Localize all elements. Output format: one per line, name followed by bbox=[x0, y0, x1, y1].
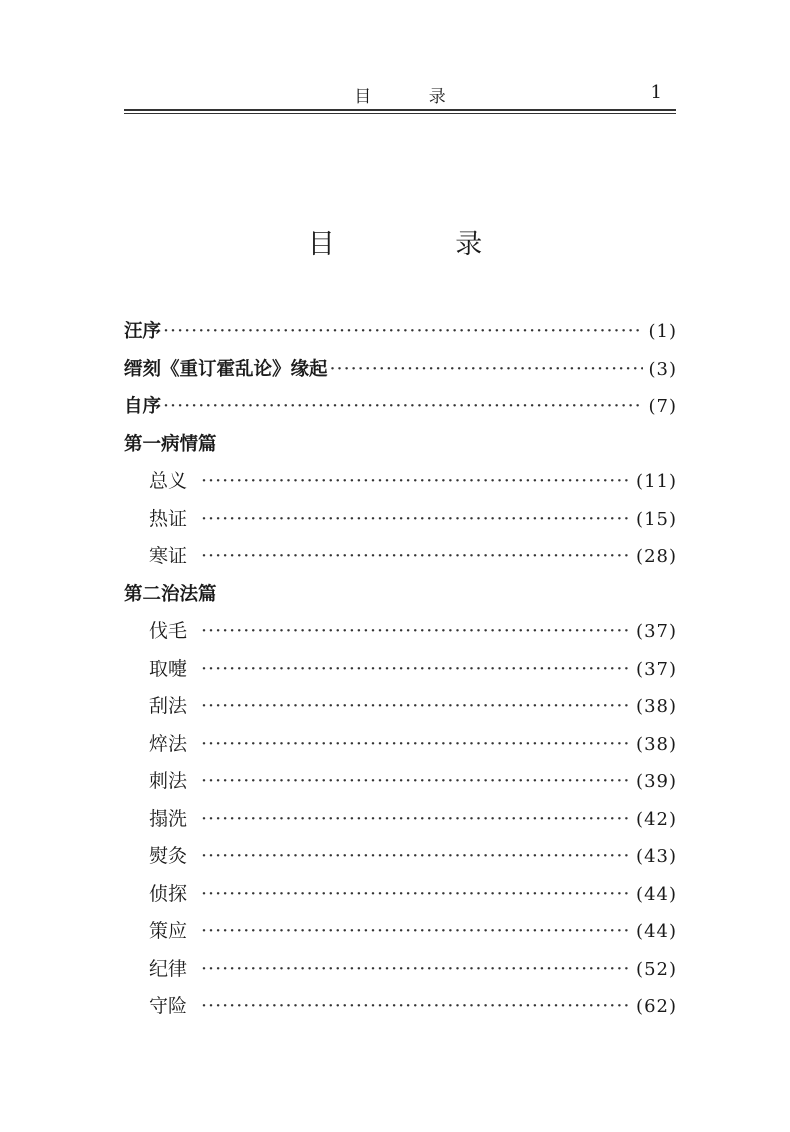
toc-entry-label: 熨灸 bbox=[149, 845, 188, 867]
toc-entry[interactable] bbox=[124, 763, 677, 801]
toc-entry[interactable] bbox=[124, 688, 677, 726]
toc-entry[interactable] bbox=[124, 463, 677, 501]
toc-entry-page: (3) bbox=[648, 358, 677, 380]
toc-entry-page: (43) bbox=[636, 846, 677, 867]
toc-entry-page: (37) bbox=[636, 621, 677, 642]
dot-leader bbox=[201, 951, 630, 989]
toc-entry[interactable] bbox=[124, 951, 677, 989]
toc-entry[interactable] bbox=[124, 538, 677, 576]
toc-entry-page: (44) bbox=[636, 921, 677, 942]
running-header bbox=[124, 78, 676, 108]
dot-leader bbox=[201, 688, 630, 726]
toc-entry[interactable] bbox=[124, 988, 677, 1026]
dot-leader bbox=[201, 501, 630, 539]
dot-leader bbox=[201, 801, 630, 839]
toc-entry-self-preface[interactable] bbox=[124, 388, 677, 426]
section-heading-2[interactable] bbox=[124, 576, 677, 614]
toc-entry-label: 守险 bbox=[149, 995, 188, 1017]
toc-entry-page: (11) bbox=[636, 471, 677, 492]
dot-leader bbox=[330, 351, 643, 389]
running-title: 目 录 bbox=[354, 87, 472, 107]
dot-leader bbox=[201, 838, 630, 876]
toc-entry-label: 侦探 bbox=[149, 882, 188, 905]
table-of-contents bbox=[124, 313, 677, 1026]
toc-entry-page: (44) bbox=[636, 883, 677, 905]
toc-entry-label: 策应 bbox=[149, 920, 188, 942]
section-heading-1[interactable] bbox=[124, 426, 677, 464]
toc-entry[interactable] bbox=[124, 801, 677, 839]
toc-entry-page: (7) bbox=[648, 396, 677, 417]
toc-entry-label: 焠法 bbox=[149, 732, 188, 755]
toc-entry-page: (39) bbox=[636, 771, 677, 792]
toc-entry-page: (52) bbox=[636, 958, 677, 980]
toc-entry[interactable] bbox=[124, 876, 677, 914]
toc-entry-label: 汪序 bbox=[124, 321, 162, 342]
toc-entry-label: 刺法 bbox=[149, 770, 188, 792]
toc-entry-label: 寒证 bbox=[149, 545, 188, 567]
dot-leader bbox=[201, 651, 630, 689]
header-rule-thin bbox=[124, 113, 676, 114]
toc-entry[interactable] bbox=[124, 726, 677, 764]
toc-entry-page: (38) bbox=[636, 733, 677, 755]
toc-entry-label: 搨洗 bbox=[149, 807, 188, 830]
toc-entry-page: (62) bbox=[636, 996, 677, 1017]
dot-leader bbox=[201, 763, 630, 801]
toc-entry-label: 纪律 bbox=[149, 957, 188, 980]
toc-entry-label: 缙刻《重订霍乱论》缘起 bbox=[124, 358, 328, 380]
dot-leader bbox=[201, 538, 630, 576]
toc-entry-label: 热证 bbox=[149, 507, 188, 530]
toc-entry-label: 取嚏 bbox=[149, 657, 188, 680]
section-heading-label: 第二治法篇 bbox=[124, 583, 217, 605]
toc-entry-page: (1) bbox=[648, 321, 677, 342]
section-heading-label: 第一病情篇 bbox=[124, 433, 217, 455]
toc-entry[interactable] bbox=[124, 501, 677, 539]
dot-leader bbox=[201, 613, 630, 651]
toc-entry[interactable] bbox=[124, 613, 677, 651]
dot-leader bbox=[201, 876, 630, 914]
toc-entry[interactable] bbox=[124, 651, 677, 689]
dot-leader bbox=[163, 388, 642, 426]
toc-entry-page: (28) bbox=[636, 546, 677, 567]
toc-entry-label: 伐毛 bbox=[149, 620, 188, 642]
header-rule-thick bbox=[124, 109, 676, 111]
page-number: 1 bbox=[650, 82, 662, 103]
toc-entry-label: 刮法 bbox=[149, 695, 188, 717]
toc-entry-page: (15) bbox=[636, 508, 677, 530]
dot-leader bbox=[163, 313, 642, 351]
dot-leader bbox=[201, 988, 630, 1026]
toc-entry-page: (42) bbox=[636, 808, 677, 830]
toc-entry-page: (38) bbox=[636, 696, 677, 717]
toc-entry[interactable] bbox=[124, 913, 677, 951]
toc-entry-label: 自序 bbox=[124, 396, 162, 417]
toc-entry-origin[interactable] bbox=[124, 351, 677, 389]
dot-leader bbox=[201, 463, 630, 501]
toc-entry-preface-wang[interactable] bbox=[124, 313, 677, 351]
dot-leader bbox=[201, 726, 630, 764]
toc-title: 目 录 bbox=[307, 229, 539, 260]
toc-entry-page: (37) bbox=[636, 658, 677, 680]
dot-leader bbox=[201, 913, 630, 951]
toc-entry-label: 总义 bbox=[149, 470, 188, 492]
toc-entry[interactable] bbox=[124, 838, 677, 876]
